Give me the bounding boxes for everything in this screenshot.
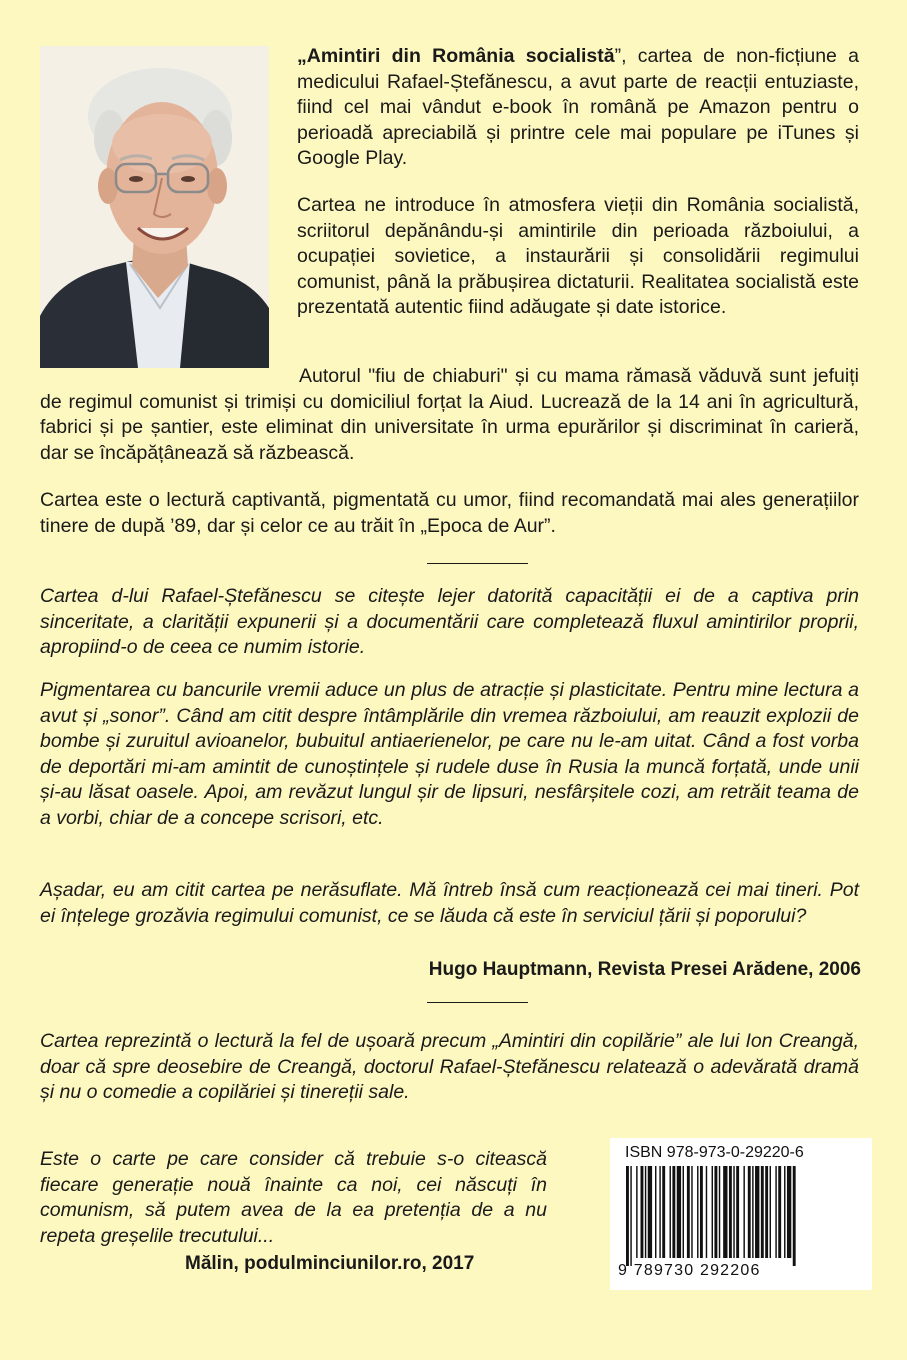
barcode-bar [723,1166,727,1258]
intro-text: ”, cartea de non-ficțiune a medicului Rafael-Ștefănescu, a avut parte de reacții entuziaste, fiind cel mai vândut e-book în română pe Amazon pentru o perioadă apreciabilă și printre cele mai populare pe iTunes și Google Play. [297,45,859,170]
barcode-bar [778,1166,781,1258]
review2-paragraph1: Cartea reprezintă o lectură la fel de ușoară precum „Amintiri din copilărie” ale lui Ion Creangă, doar că spre deosebire de Creangă, doctorul Rafael-Ștefănescu relatează o adevărată dramă și nu o comedie a copilăriei și tinereții sale. [40,1030,859,1104]
barcode-bar [659,1166,660,1258]
barcode-bar [736,1166,739,1258]
barcode-bar [670,1166,671,1258]
isbn-barcode [610,1138,872,1290]
barcode-bar [712,1166,713,1258]
review1-signature: Hugo Hauptmann, Revista Presei Arădene, 2006 [428,959,861,980]
review1-paragraph1: Cartea d-lui Rafael-Ștefănescu se citește lejer datorită capacității ei de a captiva prin sinceritate, a clarității expunerii și a documentării care completează fluxul amintirilor proprii, apropiind-o de ceea ce numim istorie. [40,585,859,659]
intro-paragraph [297,44,859,172]
barcode-bar [719,1166,720,1258]
barcode-bar [761,1166,764,1258]
barcode-bar [626,1166,629,1266]
barcode-bar [729,1166,732,1258]
barcode-bar [793,1166,796,1266]
barcode-bar [677,1166,681,1258]
barcode-bars [626,1166,858,1266]
barcode-bar [714,1166,717,1258]
barcode-bar [755,1166,759,1258]
barcode-bar [700,1166,703,1258]
barcode-bar [662,1166,665,1258]
barcode-bar [641,1166,644,1258]
barcode-bar [645,1166,646,1258]
review2-signature: Mălin, podulminciunilor.ro, 2017 [185,1253,475,1274]
paragraph-atmosphere: Cartea ne introduce în atmosfera vieții din România socialistă, scriitorul depănându-și amintirile din perioada războiului, a ocupației sovietice, a instaurării și consolidării regimului comunist, până la prăbușirea dictaturii. Realitatea socialistă este prezentată autentic fiind adăugate și date istorice. [297,194,859,319]
divider [427,1002,528,1003]
barcode-bar [770,1166,771,1258]
divider [427,563,528,564]
barcode-bar [706,1166,707,1258]
author-photo [40,46,269,368]
barcode-bar [733,1166,734,1258]
barcode-bar [697,1166,698,1258]
barcode-bar [748,1166,751,1258]
barcode-bar [630,1166,631,1266]
barcode-bar [775,1166,776,1258]
barcode-bar [687,1166,690,1258]
isbn-digits: 9 789730 292206 [618,1262,761,1279]
barcode-bar [672,1166,675,1258]
barcode-bar [784,1166,785,1258]
barcode-bar [691,1166,692,1258]
paragraph-recommendation: Cartea este o lectură captivantă, pigmentată cu umor, fiind recomandată mai ales generațiilor tinere de după ’89, dar și celor ce au trăit în „Epoca de Aur”. [40,489,859,537]
isbn-label: ISBN 978-973-0-29220-6 [625,1144,804,1161]
barcode-bar [743,1166,744,1258]
book-title: „Amintiri din România socialistă [297,45,615,67]
barcode-bar [683,1166,684,1258]
review2-paragraph2: Este o carte pe care consider că trebuie s-o citească fiecare generație nouă înainte ca noi, cei născuți în comunism, să putem avea de la ea pretenția de a nu repeta greșelile trecutului... [40,1148,547,1247]
barcode-bar [765,1166,768,1258]
barcode-bar [655,1166,656,1258]
barcode-bar [752,1166,753,1258]
barcode-bar [787,1166,791,1258]
paragraph-author: Autorul "fiu de chiaburi" și cu mama rămasă văduvă sunt jefuiți de regimul comunist și trimiși cu domiciliul forțat la Aiud. Lucrează de la 14 ani în agricultură, fabrici și pe șantier, este eliminat din universitate în urma epurărilor și discriminat în carieră, dar se încăpățânează să răzbească. [40,365,859,464]
barcode-bar [648,1166,652,1258]
review1-paragraph3: Așadar, eu am citit cartea pe nerăsuflate. Mă întreb însă cum reacționează cei mai tineri. Pot ei înțelege grozăvia regimului comunist, ce se lăuda că este în serviciul țării și poporului? [40,879,859,927]
barcode-bar [636,1166,637,1258]
review1-paragraph2: Pigmentarea cu bancurile vremii aduce un plus de atracție și plasticitate. Pentru mine lectura a avut și „sonor”. Când am citit despre întâmplările din vremea războiului, am reauzit explozii de bombe și zuruitul avioanelor, bubuitul antiaerienelor, pe care nu le-am uitat. Când a fost vorba de deportări mi-am amintit de cunoștințele și rudele duse în Rusia la muncă forțată, unde unii și-au lăsat oasele. Apoi, am revăzut lungul șir de lipsuri, nesfârșitele cozi, am retrăit teama de a vorbi, chiar de a concepe scrisori, etc. [40,679,859,829]
